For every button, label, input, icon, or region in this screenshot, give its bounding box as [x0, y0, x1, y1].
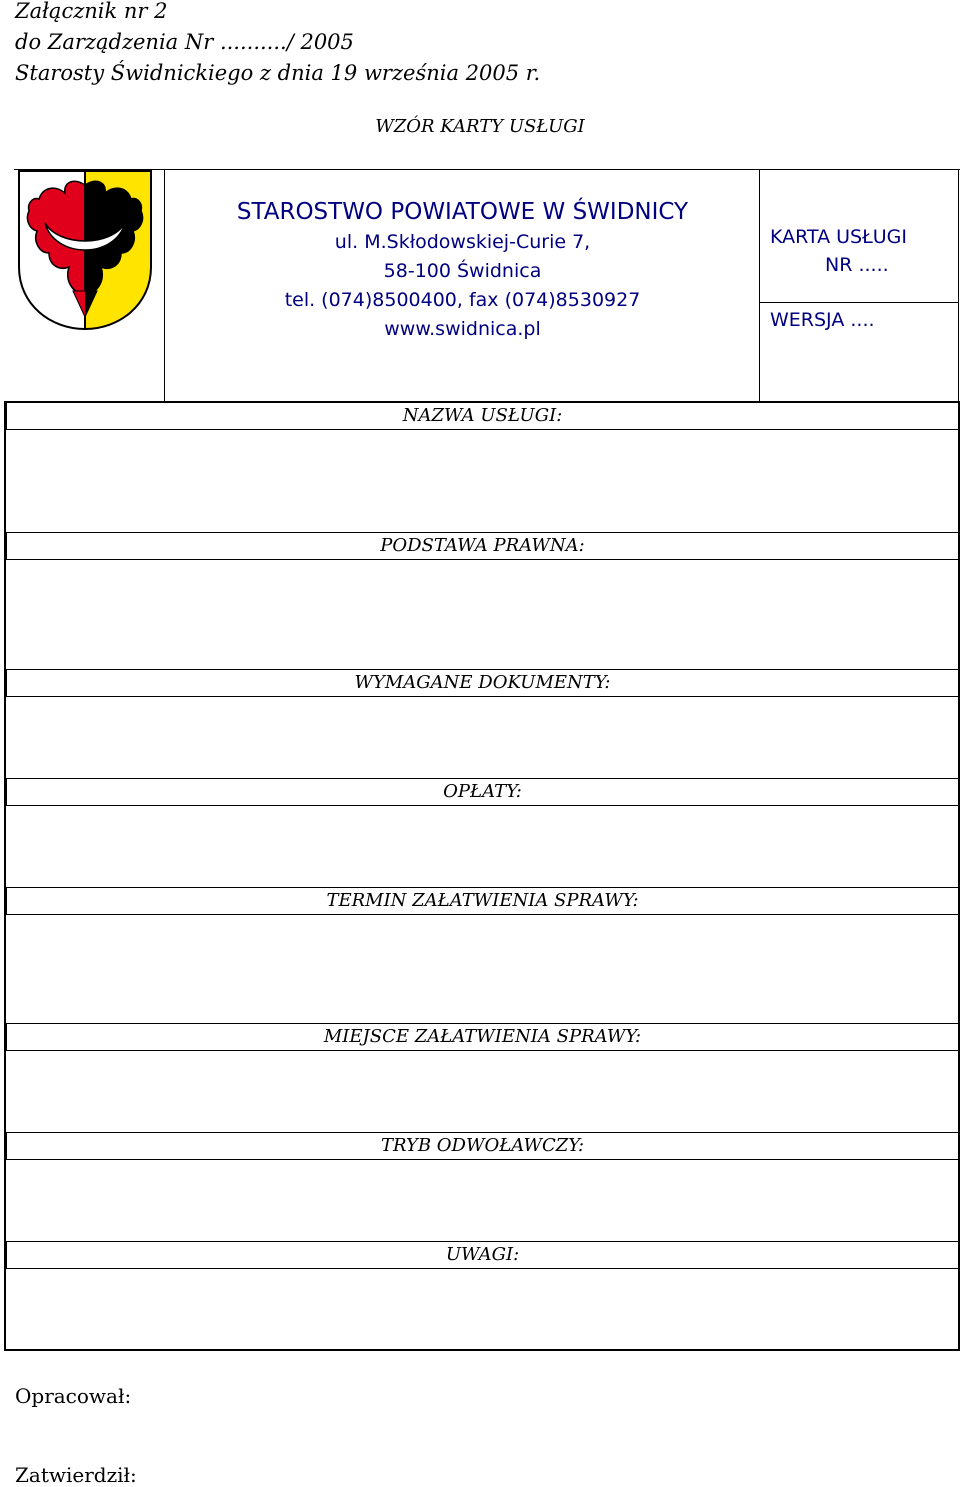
section-service-name-label: NAZWA USŁUGI:	[6, 402, 959, 430]
card-title: KARTA USŁUGI	[770, 226, 907, 248]
organization-phone: tel. (074)8500400, fax (074)8530927	[284, 289, 641, 311]
header-box-right-border	[958, 169, 959, 401]
attachment-number: Załącznik nr 2	[15, 0, 168, 23]
card-divider	[760, 302, 958, 303]
card-number: NR .....	[825, 254, 889, 276]
prepared-by-label: Opracował:	[15, 1384, 132, 1408]
coat-of-arms-emblem	[15, 167, 155, 335]
section-required-documents-label: WYMAGANE DOKUMENTY:	[6, 669, 959, 697]
organization-info	[165, 196, 760, 344]
section-fees-label: OPŁATY:	[6, 778, 959, 806]
section-appeal-procedure-label: TRYB ODWOŁAWCZY:	[6, 1132, 959, 1160]
organization-city: 58-100 Świdnica	[383, 260, 542, 282]
organization-street: ul. M.Skłodowskiej-Curie 7,	[334, 231, 591, 253]
issuer-date-line: Starosty Świdnickiego z dnia 19 września 2005 r.	[15, 61, 541, 85]
card-version: WERSJA ....	[770, 309, 875, 331]
document-title: WZÓR KARTY USŁUGI	[375, 116, 585, 137]
organization-website: www.swidnica.pl	[384, 318, 541, 340]
section-processing-place-label: MIEJSCE ZAŁATWIENIA SPRAWY:	[6, 1023, 959, 1051]
header-box-top-border	[14, 169, 960, 170]
section-legal-basis-label: PODSTAWA PRAWNA:	[6, 532, 959, 560]
section-processing-time-label: TERMIN ZAŁATWIENIA SPRAWY:	[6, 887, 959, 915]
section-remarks-label: UWAGI:	[6, 1241, 959, 1269]
approved-by-label: Zatwierdził:	[15, 1463, 137, 1487]
organization-name: STAROSTWO POWIATOWE W ŚWIDNICY	[236, 199, 689, 225]
ordinance-reference: do Zarządzenia Nr ........../ 2005	[15, 30, 354, 54]
